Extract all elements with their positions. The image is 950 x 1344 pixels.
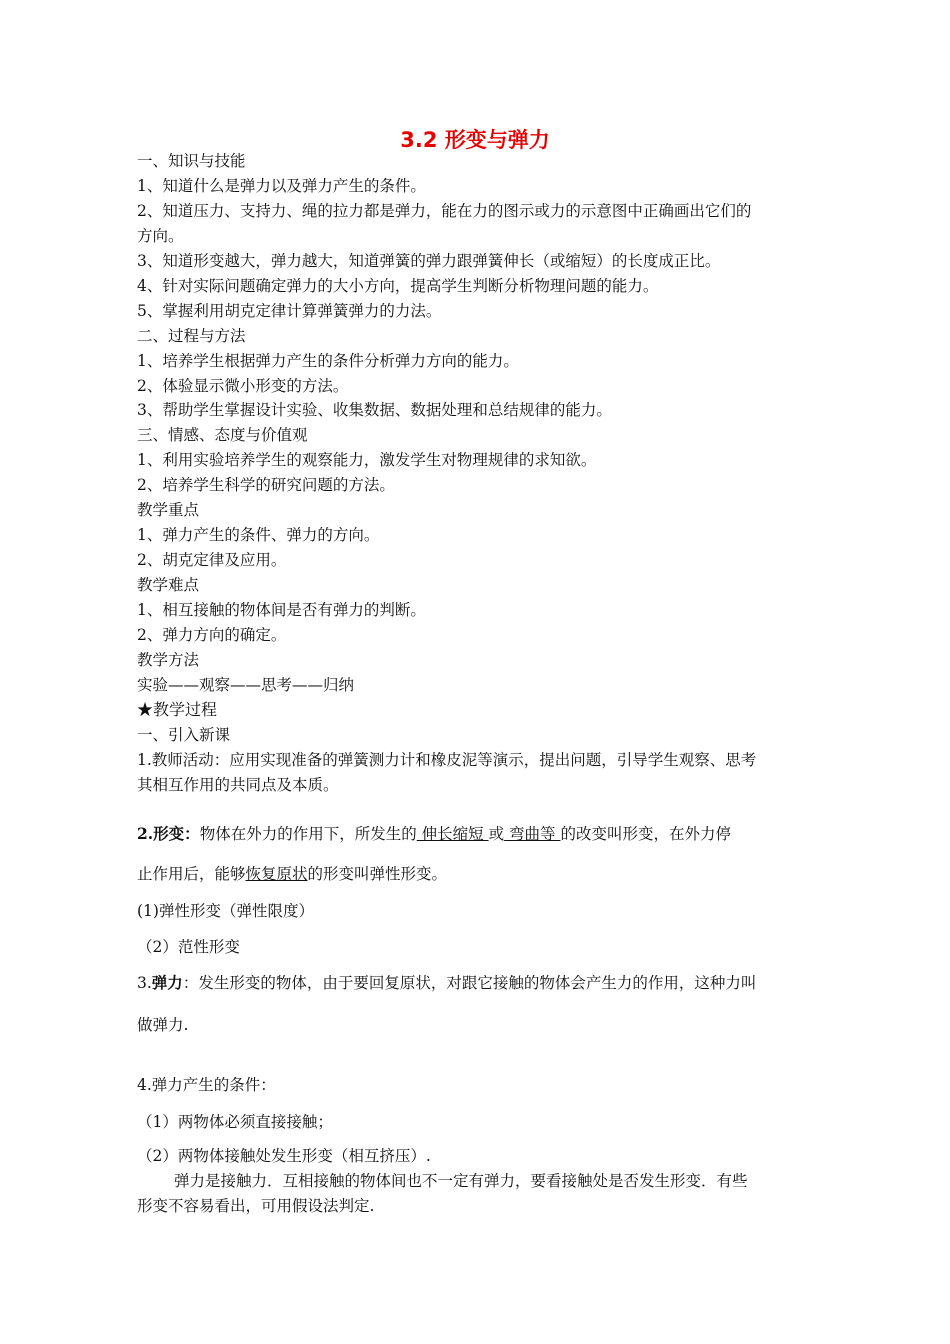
list-item: 2、弹力方向的确定。 xyxy=(137,626,287,644)
deformation-text: 物体在外力的作用下，所发生的 xyxy=(199,825,417,843)
section-heading: 教学难点 xyxy=(137,576,200,594)
blank-bend: 弯曲等 xyxy=(504,825,561,843)
note-line: 弹力是接触力．互相接触的物体间也不一定有弹力，要看接触处是否发生形变．有些 xyxy=(174,1172,748,1190)
list-item: 3、知道形变越大，弹力越大，知道弹簧的弹力跟弹簧伸长（或缩短）的长度成正比。 xyxy=(137,252,721,270)
section-heading: 一、引入新课 xyxy=(137,726,231,744)
deformation-label: 2.形变： xyxy=(137,824,200,843)
section-heading: 三、情感、态度与价值观 xyxy=(137,426,308,444)
paragraph-line: 1.教师活动：应用实现准备的弹簧测力计和橡皮泥等演示，提出问题，引导学生观察、思考 xyxy=(137,751,757,769)
list-item: 2、知道压力、支持力、绳的拉力都是弹力，能在力的图示或力的示意图中正确画出它们的 xyxy=(137,202,752,220)
section-heading: ★教学过程 xyxy=(137,700,218,719)
deformation-definition xyxy=(137,824,731,844)
elastic-label: 弹力 xyxy=(151,973,183,992)
list-item: 2、体验显示微小形变的方法。 xyxy=(137,377,349,395)
method-text: 实验——观察——思考——归纳 xyxy=(137,676,355,694)
condition-item: （2）两物体接触处发生形变（相互挤压）. xyxy=(137,1147,431,1165)
deformation-definition-cont xyxy=(137,864,447,884)
list-item: 4、针对实际问题确定弹力的大小方向，提高学生判断分析物理问题的能力。 xyxy=(137,277,659,295)
list-item: 1、利用实验培养学生的观察能力，激发学生对物理规律的求知欲。 xyxy=(137,451,597,469)
elastic-text: ：发生形变的物体，由于要回复原状，对跟它接触的物体会产生力的作用，这种力叫 xyxy=(182,974,757,992)
list-item: 1、知道什么是弹力以及弹力产生的条件。 xyxy=(137,177,426,195)
elastic-force-definition-cont: 做弹力. xyxy=(137,1016,189,1034)
list-item: 2、培养学生科学的研究问题的方法。 xyxy=(137,476,395,494)
list-item: 5、掌握利用胡克定律计算弹簧弹力的力法。 xyxy=(137,302,442,320)
deformation-text: 止作用后，能够 xyxy=(137,865,246,883)
deformation-text: 或 xyxy=(488,825,505,843)
deformation-text: 的形变叫弹性形变。 xyxy=(307,865,448,883)
list-item: 2、胡克定律及应用。 xyxy=(137,551,287,569)
paragraph-line: 其相互作用的共同点及本质。 xyxy=(137,776,339,794)
section-heading: 一、知识与技能 xyxy=(137,152,246,170)
page-title: 3.2 形变与弹力 xyxy=(400,128,550,152)
conditions-heading: 4.弹力产生的条件： xyxy=(137,1076,276,1094)
condition-item: （1）两物体必须直接接触； xyxy=(137,1113,333,1131)
deformation-text: 的改变叫形变，在外力停 xyxy=(560,825,731,843)
section-heading: 教学重点 xyxy=(137,501,200,519)
section-heading: 二、过程与方法 xyxy=(137,327,246,345)
blank-stretch: 伸长缩短 xyxy=(416,825,489,843)
elastic-num: 3. xyxy=(137,974,152,992)
list-item: （2）范性形变 xyxy=(137,938,240,956)
blank-restore: 恢复原状 xyxy=(245,865,308,883)
list-item: 1、弹力产生的条件、弹力的方向。 xyxy=(137,526,380,544)
list-item-continuation: 方向。 xyxy=(137,227,184,245)
list-item: 3、帮助学生掌握设计实验、收集数据、数据处理和总结规律的能力。 xyxy=(137,401,612,419)
elastic-force-definition xyxy=(137,973,756,993)
note-line: 形变不容易看出，可用假设法判定. xyxy=(137,1197,375,1215)
section-heading: 教学方法 xyxy=(137,651,200,669)
list-item: 1、相互接触的物体间是否有弹力的判断。 xyxy=(137,601,426,619)
list-item: (1)弹性形变（弹性限度） xyxy=(137,902,314,920)
list-item: 1、培养学生根据弹力产生的条件分析弹力方向的能力。 xyxy=(137,352,519,370)
